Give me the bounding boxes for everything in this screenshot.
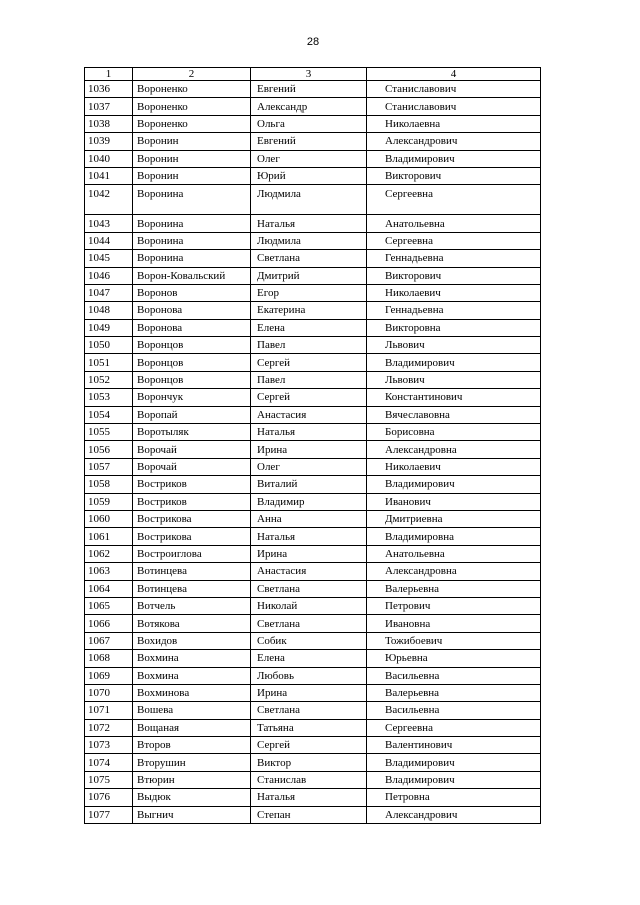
surname-cell: Воронцов xyxy=(133,337,251,354)
surname-cell: Выдюк xyxy=(133,789,251,806)
first-name-cell: Наталья xyxy=(251,424,367,441)
row-number-cell: 1054 xyxy=(85,406,133,423)
table-row xyxy=(85,650,541,667)
row-number-cell: 1047 xyxy=(85,284,133,301)
first-name-cell: Анна xyxy=(251,510,367,527)
row-number-cell: 1055 xyxy=(85,424,133,441)
surname-cell: Воронина xyxy=(133,232,251,249)
patronymic-cell: Валентинович xyxy=(367,737,541,754)
roster-body xyxy=(85,81,541,824)
first-name-cell: Станислав xyxy=(251,771,367,788)
first-name-cell: Наталья xyxy=(251,528,367,545)
patronymic-cell: Сергеевна xyxy=(367,232,541,249)
first-name-cell: Людмила xyxy=(251,232,367,249)
table-row xyxy=(85,684,541,701)
patronymic-cell: Владимирович xyxy=(367,771,541,788)
surname-cell: Вотякова xyxy=(133,615,251,632)
row-number-cell: 1077 xyxy=(85,806,133,823)
row-number-cell: 1056 xyxy=(85,441,133,458)
first-name-cell: Елена xyxy=(251,319,367,336)
patronymic-cell: Владимирович xyxy=(367,150,541,167)
table-row xyxy=(85,302,541,319)
surname-cell: Воронина xyxy=(133,250,251,267)
patronymic-cell: Сергеевна xyxy=(367,185,541,215)
table-row xyxy=(85,133,541,150)
table-row xyxy=(85,806,541,823)
first-name-cell: Ольга xyxy=(251,115,367,132)
surname-cell: Вошева xyxy=(133,702,251,719)
patronymic-cell: Александровна xyxy=(367,441,541,458)
patronymic-cell: Анатольевна xyxy=(367,545,541,562)
surname-cell: Вороненко xyxy=(133,98,251,115)
patronymic-cell: Владимировна xyxy=(367,528,541,545)
row-number-cell: 1051 xyxy=(85,354,133,371)
patronymic-cell: Борисовна xyxy=(367,424,541,441)
surname-cell: Вохмина xyxy=(133,667,251,684)
surname-cell: Ворончук xyxy=(133,389,251,406)
table-row xyxy=(85,371,541,388)
patronymic-cell: Владимирович xyxy=(367,354,541,371)
surname-cell: Воронин xyxy=(133,150,251,167)
table-row xyxy=(85,719,541,736)
table-row xyxy=(85,98,541,115)
row-number-cell: 1049 xyxy=(85,319,133,336)
table-row xyxy=(85,354,541,371)
first-name-cell: Дмитрий xyxy=(251,267,367,284)
row-number-cell: 1039 xyxy=(85,133,133,150)
row-number-cell: 1063 xyxy=(85,563,133,580)
patronymic-cell: Васильевна xyxy=(367,667,541,684)
table-row xyxy=(85,771,541,788)
row-number-cell: 1037 xyxy=(85,98,133,115)
surname-cell: Воронов xyxy=(133,284,251,301)
surname-cell: Вострикова xyxy=(133,528,251,545)
row-number-cell: 1074 xyxy=(85,754,133,771)
table-row xyxy=(85,267,541,284)
patronymic-cell: Ивановна xyxy=(367,615,541,632)
row-number-cell: 1038 xyxy=(85,115,133,132)
table-row xyxy=(85,337,541,354)
patronymic-cell: Станиславович xyxy=(367,98,541,115)
row-number-cell: 1050 xyxy=(85,337,133,354)
row-number-cell: 1062 xyxy=(85,545,133,562)
patronymic-cell: Викторович xyxy=(367,167,541,184)
table-row xyxy=(85,167,541,184)
first-name-cell: Анастасия xyxy=(251,406,367,423)
table-row xyxy=(85,250,541,267)
first-name-cell: Евгений xyxy=(251,81,367,98)
table-row xyxy=(85,493,541,510)
patronymic-cell: Константинович xyxy=(367,389,541,406)
row-number-cell: 1053 xyxy=(85,389,133,406)
patronymic-cell: Львович xyxy=(367,371,541,388)
table-row xyxy=(85,389,541,406)
first-name-cell: Светлана xyxy=(251,250,367,267)
row-number-cell: 1067 xyxy=(85,632,133,649)
table-row xyxy=(85,580,541,597)
first-name-cell: Наталья xyxy=(251,215,367,232)
surname-cell: Воронин xyxy=(133,133,251,150)
first-name-cell: Егор xyxy=(251,284,367,301)
surname-cell: Вохмина xyxy=(133,650,251,667)
surname-cell: Воронцов xyxy=(133,354,251,371)
row-number-cell: 1073 xyxy=(85,737,133,754)
first-name-cell: Ирина xyxy=(251,545,367,562)
row-number-cell: 1048 xyxy=(85,302,133,319)
surname-cell: Воронова xyxy=(133,319,251,336)
patronymic-cell: Николаевич xyxy=(367,458,541,475)
surname-cell: Втюрин xyxy=(133,771,251,788)
patronymic-cell: Геннадьевна xyxy=(367,250,541,267)
table-row xyxy=(85,284,541,301)
first-name-cell: Светлана xyxy=(251,702,367,719)
row-number-cell: 1036 xyxy=(85,81,133,98)
patronymic-cell: Станиславович xyxy=(367,81,541,98)
first-name-cell: Елена xyxy=(251,650,367,667)
surname-cell: Вотинцева xyxy=(133,580,251,597)
patronymic-cell: Николаевич xyxy=(367,284,541,301)
patronymic-cell: Викторович xyxy=(367,267,541,284)
patronymic-cell: Сергеевна xyxy=(367,719,541,736)
table-row xyxy=(85,528,541,545)
table-row xyxy=(85,232,541,249)
patronymic-cell: Викторовна xyxy=(367,319,541,336)
column-header-2: 2 xyxy=(133,68,251,81)
surname-cell: Вохидов xyxy=(133,632,251,649)
row-number-cell: 1046 xyxy=(85,267,133,284)
first-name-cell: Екатерина xyxy=(251,302,367,319)
first-name-cell: Александр xyxy=(251,98,367,115)
first-name-cell: Светлана xyxy=(251,615,367,632)
row-number-cell: 1075 xyxy=(85,771,133,788)
first-name-cell: Ирина xyxy=(251,441,367,458)
first-name-cell: Анастасия xyxy=(251,563,367,580)
first-name-cell: Людмила xyxy=(251,185,367,215)
patronymic-cell: Александрович xyxy=(367,806,541,823)
table-row xyxy=(85,476,541,493)
patronymic-cell: Владимирович xyxy=(367,476,541,493)
surname-cell: Вторушин xyxy=(133,754,251,771)
row-number-cell: 1045 xyxy=(85,250,133,267)
patronymic-cell: Тожибоевич xyxy=(367,632,541,649)
first-name-cell: Павел xyxy=(251,371,367,388)
row-number-cell: 1068 xyxy=(85,650,133,667)
first-name-cell: Николай xyxy=(251,597,367,614)
surname-cell: Вотчель xyxy=(133,597,251,614)
patronymic-cell: Анатольевна xyxy=(367,215,541,232)
patronymic-cell: Валерьевна xyxy=(367,580,541,597)
first-name-cell: Виталий xyxy=(251,476,367,493)
row-number-cell: 1060 xyxy=(85,510,133,527)
row-number-cell: 1040 xyxy=(85,150,133,167)
first-name-cell: Сергей xyxy=(251,354,367,371)
patronymic-cell: Петрович xyxy=(367,597,541,614)
table-row xyxy=(85,406,541,423)
table-row xyxy=(85,737,541,754)
surname-cell: Воронина xyxy=(133,185,251,215)
patronymic-cell: Александрович xyxy=(367,133,541,150)
row-number-cell: 1070 xyxy=(85,684,133,701)
row-number-cell: 1072 xyxy=(85,719,133,736)
patronymic-cell: Львович xyxy=(367,337,541,354)
first-name-cell: Ирина xyxy=(251,684,367,701)
surname-cell: Воронова xyxy=(133,302,251,319)
table-row xyxy=(85,632,541,649)
first-name-cell: Евгений xyxy=(251,133,367,150)
surname-cell: Вотинцева xyxy=(133,563,251,580)
row-number-cell: 1061 xyxy=(85,528,133,545)
row-number-cell: 1041 xyxy=(85,167,133,184)
table-row xyxy=(85,319,541,336)
roster-table xyxy=(84,67,541,824)
surname-cell: Ворон-Ковальский xyxy=(133,267,251,284)
patronymic-cell: Геннадьевна xyxy=(367,302,541,319)
patronymic-cell: Иванович xyxy=(367,493,541,510)
surname-cell: Воротыляк xyxy=(133,424,251,441)
surname-cell: Воропай xyxy=(133,406,251,423)
row-number-cell: 1066 xyxy=(85,615,133,632)
first-name-cell: Степан xyxy=(251,806,367,823)
page-number: 28 xyxy=(306,36,320,48)
table-row xyxy=(85,789,541,806)
table-row xyxy=(85,115,541,132)
first-name-cell: Олег xyxy=(251,458,367,475)
row-number-cell: 1052 xyxy=(85,371,133,388)
patronymic-cell: Юрьевна xyxy=(367,650,541,667)
first-name-cell: Наталья xyxy=(251,789,367,806)
first-name-cell: Владимир xyxy=(251,493,367,510)
row-number-cell: 1064 xyxy=(85,580,133,597)
column-header-3: 3 xyxy=(251,68,367,81)
row-number-cell: 1065 xyxy=(85,597,133,614)
table-row xyxy=(85,510,541,527)
patronymic-cell: Николаевна xyxy=(367,115,541,132)
table-row xyxy=(85,563,541,580)
first-name-cell: Любовь xyxy=(251,667,367,684)
surname-cell: Вощаная xyxy=(133,719,251,736)
patronymic-cell: Александровна xyxy=(367,563,541,580)
table-row xyxy=(85,754,541,771)
row-number-cell: 1042 xyxy=(85,185,133,215)
surname-cell: Вострикова xyxy=(133,510,251,527)
surname-cell: Ворочай xyxy=(133,441,251,458)
patronymic-cell: Дмитриевна xyxy=(367,510,541,527)
surname-cell: Востриков xyxy=(133,493,251,510)
surname-cell: Выгнич xyxy=(133,806,251,823)
surname-cell: Второв xyxy=(133,737,251,754)
row-number-cell: 1057 xyxy=(85,458,133,475)
row-number-cell: 1071 xyxy=(85,702,133,719)
surname-cell: Воронин xyxy=(133,167,251,184)
table-row xyxy=(85,441,541,458)
first-name-cell: Собик xyxy=(251,632,367,649)
table-row xyxy=(85,424,541,441)
patronymic-cell: Васильевна xyxy=(367,702,541,719)
table-row xyxy=(85,185,541,215)
table-row xyxy=(85,702,541,719)
row-number-cell: 1059 xyxy=(85,493,133,510)
column-header-4: 4 xyxy=(367,68,541,81)
surname-cell: Вохминова xyxy=(133,684,251,701)
first-name-cell: Олег xyxy=(251,150,367,167)
table-row xyxy=(85,597,541,614)
surname-cell: Воронцов xyxy=(133,371,251,388)
patronymic-cell: Валерьевна xyxy=(367,684,541,701)
column-header-1: 1 xyxy=(85,68,133,81)
first-name-cell: Сергей xyxy=(251,737,367,754)
table-row xyxy=(85,615,541,632)
first-name-cell: Виктор xyxy=(251,754,367,771)
surname-cell: Востроиглова xyxy=(133,545,251,562)
surname-cell: Востриков xyxy=(133,476,251,493)
table-row xyxy=(85,81,541,98)
surname-cell: Вороненко xyxy=(133,115,251,132)
row-number-cell: 1076 xyxy=(85,789,133,806)
first-name-cell: Татьяна xyxy=(251,719,367,736)
patronymic-cell: Петровна xyxy=(367,789,541,806)
first-name-cell: Светлана xyxy=(251,580,367,597)
table-row xyxy=(85,150,541,167)
table-header-row xyxy=(85,68,541,81)
row-number-cell: 1058 xyxy=(85,476,133,493)
row-number-cell: 1069 xyxy=(85,667,133,684)
surname-cell: Ворочай xyxy=(133,458,251,475)
table-row xyxy=(85,215,541,232)
first-name-cell: Павел xyxy=(251,337,367,354)
patronymic-cell: Владимирович xyxy=(367,754,541,771)
table-row xyxy=(85,458,541,475)
first-name-cell: Сергей xyxy=(251,389,367,406)
patronymic-cell: Вячеславовна xyxy=(367,406,541,423)
row-number-cell: 1043 xyxy=(85,215,133,232)
first-name-cell: Юрий xyxy=(251,167,367,184)
table-row xyxy=(85,545,541,562)
surname-cell: Вороненко xyxy=(133,81,251,98)
table-row xyxy=(85,667,541,684)
row-number-cell: 1044 xyxy=(85,232,133,249)
surname-cell: Воронина xyxy=(133,215,251,232)
